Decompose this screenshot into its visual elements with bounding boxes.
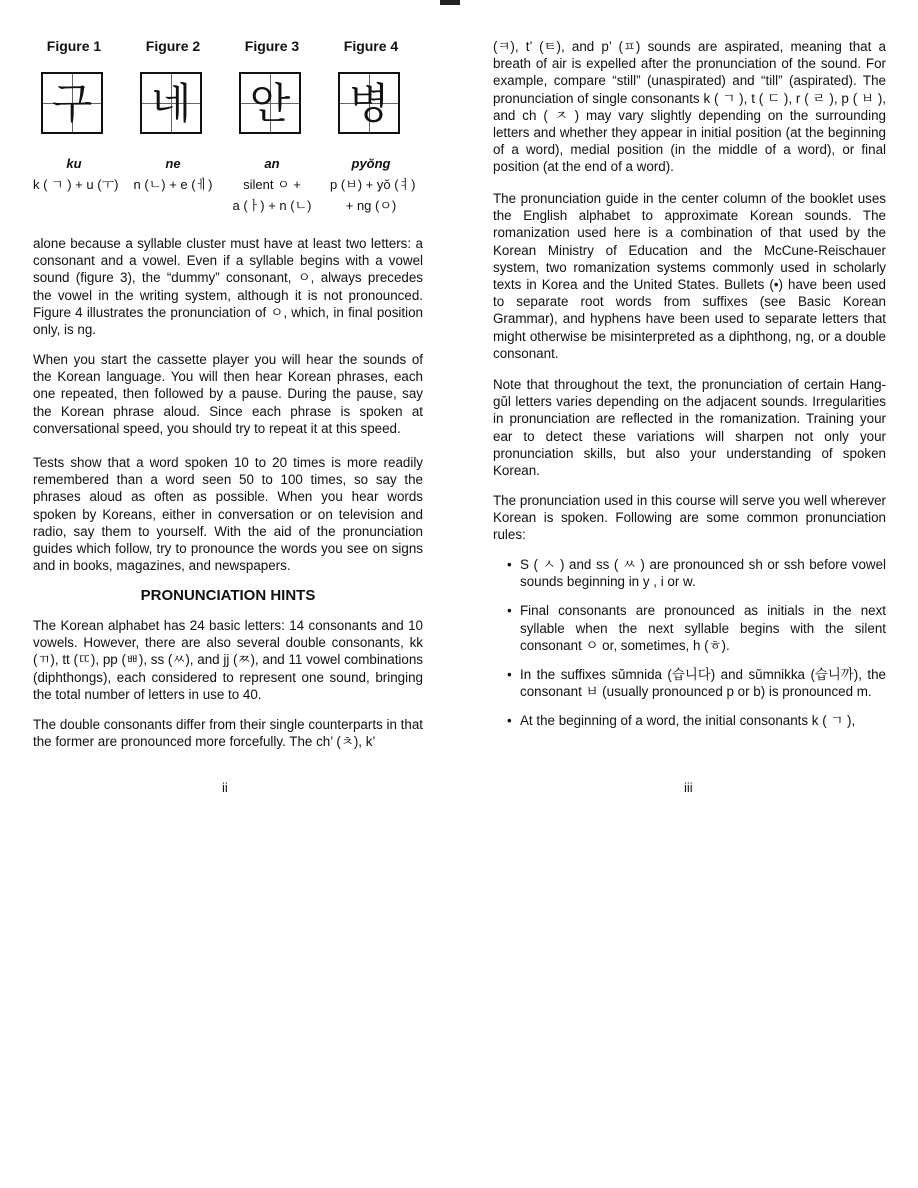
romanization: ku	[66, 156, 82, 171]
letter-breakdown: silent ㅇ +	[243, 177, 301, 192]
romanization: an	[264, 156, 280, 171]
letter-breakdown: n (ㄴ) + e (ㅔ)	[133, 177, 213, 192]
bullet-icon: •	[507, 667, 512, 683]
figure-title: Figure 2	[145, 38, 201, 54]
right-paragraph-2: The pronunciation guide in the center column of the booklet uses the English alphabet to approximate Korean sounds. The romanization used here is a combination of that used by the Korean Ministry of Education and the McCune-Reischauer system, two romanization systems commonly used in scholarly texts in Korea and the United States. Bullets (•) have been used to separate root words from suffixes (see Basic Korean Grammar), and hyphens have been used to separate letters that might otherwise be misinterpreted as a diphthong, ng, or a double consonant.	[493, 191, 886, 361]
letter-breakdown-line2: + ng (ㅇ)	[345, 198, 397, 213]
bullet-icon: •	[507, 713, 512, 729]
list-item: • S ( ㅅ ) and ss ( ㅆ ) are pronounced sh or ssh before vowel sounds beginning in y , i or w.	[507, 557, 886, 590]
hangul-glyph-box	[140, 72, 202, 134]
left-paragraph-3: Tests show that a word spoken 10 to 20 times is more readily remembered than a word seen 50 to 100 times, so say the phrases aloud as often as possible. When you hear words spoken by Koreans, either in conversation or on television and radio, say them to yourself. With the aid of the pronunciation guides which follow, try to pronounce the words you see on signs and in books, magazines, and newspapers.	[33, 455, 423, 574]
letter-breakdown-line2: a (ㅏ) + n (ㄴ)	[232, 198, 312, 213]
right-paragraph-4: The pronunciation used in this course will serve you well wherever Korean is spoken. Following are some common pronunciation rules:	[493, 493, 886, 543]
list-item: • In the suffixes sŭmnida (습니다) and sŭmnikka (습니까), the consonant ㅂ (usually pronounced p or b) is pronounced m.	[507, 667, 886, 700]
letter-breakdown: p (ㅂ) + yŏ (ㅕ)	[330, 177, 416, 192]
letter-breakdown: k ( ㄱ ) + u (ㅜ)	[33, 177, 119, 192]
hangul-glyph: 병	[348, 79, 390, 128]
figure-title: Figure 4	[343, 38, 399, 54]
figure-1	[33, 38, 119, 193]
figure-3	[231, 38, 313, 214]
left-paragraph-2: When you start the cassette player you will hear the sounds of the Korean language. You will then hear Korean phrases, each one repeated, then followed by a pause. During the pause, say the Korean phrase aloud. Since each phrase is spoken at conversational speed, you should try to repeat it at this speed.	[33, 352, 423, 436]
bullet-icon: •	[507, 603, 512, 619]
hangul-glyph: 네	[150, 79, 192, 128]
left-paragraph-5: The double consonants differ from their single counterparts in that the former are pronounced more forcefully. The ch’ (ㅊ), k’	[33, 717, 423, 750]
romanization: pyŏng	[351, 156, 391, 171]
section-heading: PRONUNCIATION HINTS	[140, 587, 316, 604]
left-paragraph-4: The Korean alphabet has 24 basic letters: 14 consonants and 10 vowels. However, there are also several double consonants, kk (ㄲ), tt (ㄸ), pp (ㅃ), ss (ㅆ), and jj (ㅉ), and 11 vowel combinations (diphthongs), each considered to represent one sound, bringing the total number of letters in use to 40.	[33, 618, 423, 702]
hangul-glyph: 구	[51, 79, 93, 128]
figure-title: Figure 1	[46, 38, 102, 54]
romanization: ne	[165, 156, 181, 171]
hangul-glyph: 안	[249, 79, 291, 128]
figures-row	[33, 38, 423, 228]
right-paragraph-1: (ㅋ), t’ (ㅌ), and p’ (ㅍ) sounds are aspirated, meaning that a breath of air is expelled after the pronunciation of the sound. For example, compare “still” (unaspirated) and “till” (aspirated). The pronunciation of single consonants k ( ㄱ ), t ( ㄷ ), r ( ㄹ ), p ( ㅂ ), and ch ( ㅈ ) may vary slightly depending on the surrounding letters and whether they appear in initial position (at the beginning of a word), medial position (in the middle of a word), or final position (at the end of a word).	[493, 39, 886, 175]
page-number-left: ii	[222, 780, 228, 795]
list-item: • At the beginning of a word, the initial consonants k ( ㄱ ),	[507, 713, 856, 729]
figure-2	[132, 38, 214, 193]
left-paragraph-1: alone because a syllable cluster must have at least two letters: a consonant and a vowel. Even if a syllable begins with a vowel sound (figure 3), the “dummy” consonant, ㅇ, always precedes the vowel in the writing system, although it is not pronounced. Figure 4 illustrates the pronunciation of ㅇ, which, in final position only, is ng.	[33, 236, 423, 338]
figure-title: Figure 3	[244, 38, 300, 54]
pronunciation-rules-list	[493, 556, 886, 742]
page-number-right: iii	[684, 780, 693, 795]
hangul-glyph-box	[338, 72, 400, 134]
figure-4	[330, 38, 416, 214]
list-item: • Final consonants are pronounced as initials in the next syllable when the next syllable begins with the silent consonant ㅇ or, sometimes, h (ㅎ).	[507, 603, 886, 653]
hangul-glyph-box	[41, 72, 103, 134]
bullet-icon: •	[507, 557, 512, 572]
top-mark	[440, 0, 460, 5]
hangul-glyph-box	[239, 72, 301, 134]
right-paragraph-3: Note that throughout the text, the pronunciation of certain Hang-gŭl letters varies depending on the adjacent sounds. Irregularities in pronunciation are reflected in the romanization. Training your ear to detect these variations will sharpen not only your pronunciation skills, but also your understanding of spoken Korean.	[493, 377, 886, 479]
